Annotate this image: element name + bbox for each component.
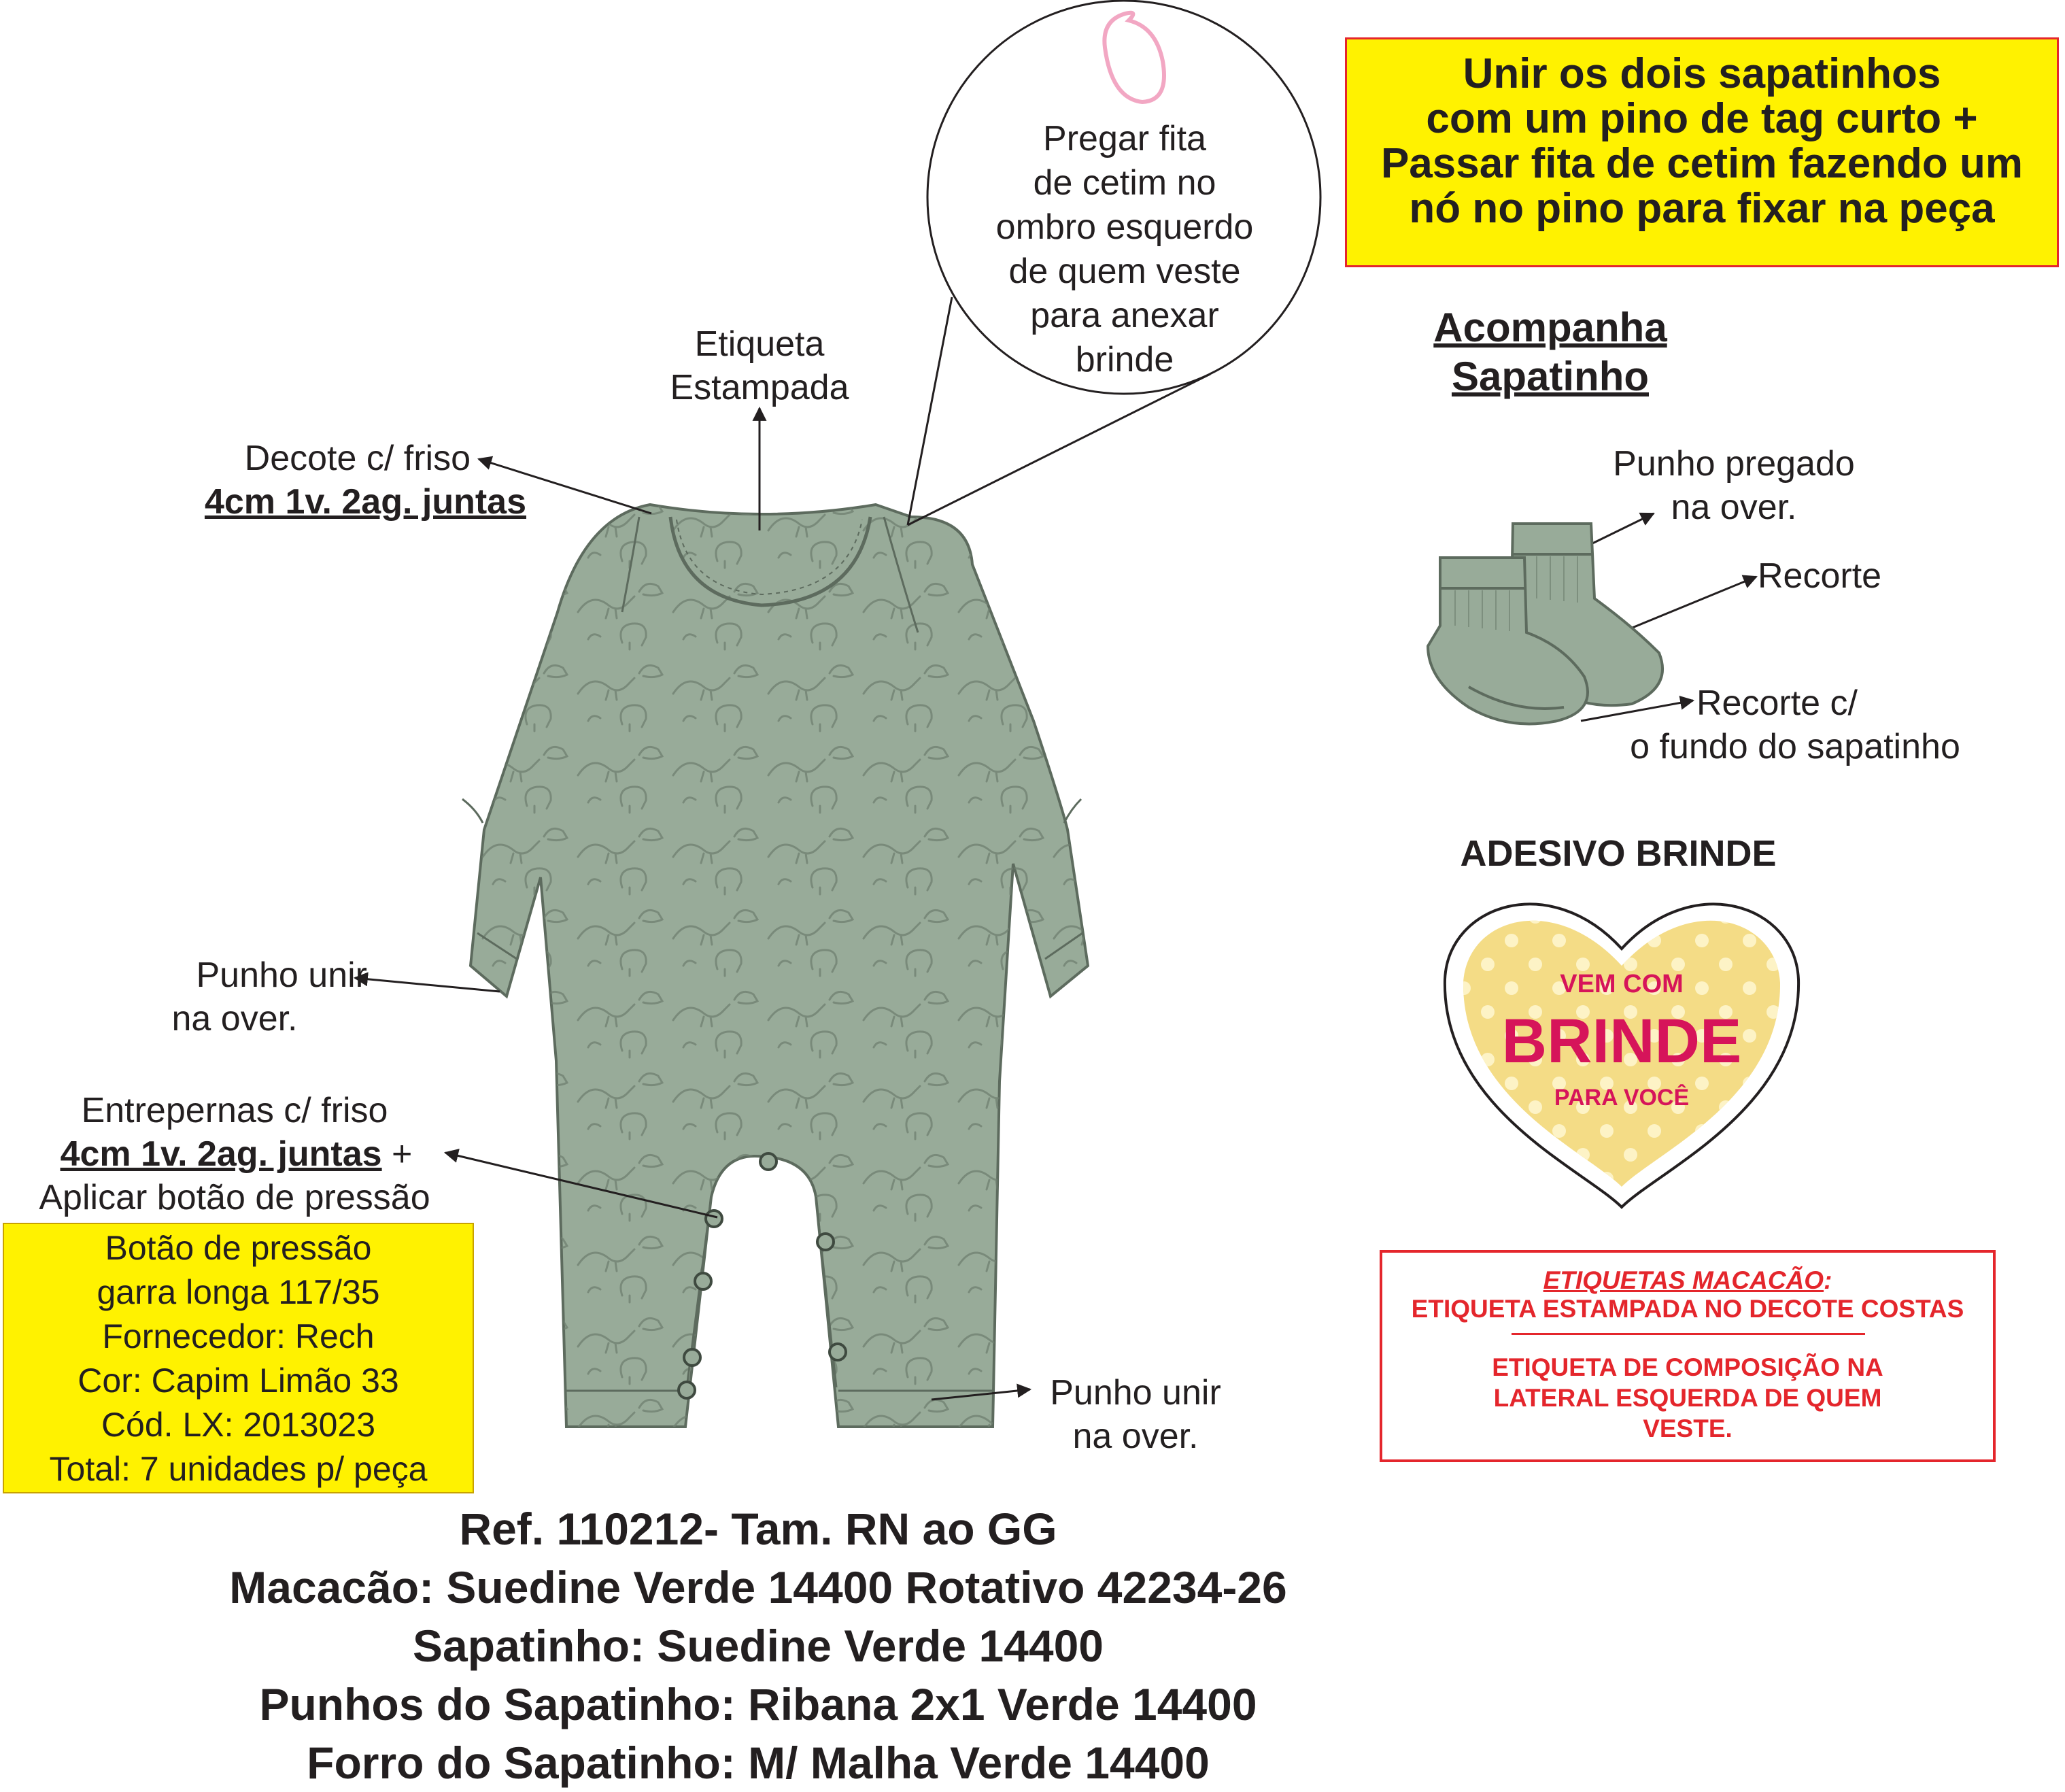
- labels-line1: ETIQUETA ESTAMPADA NO DECOTE COSTAS: [1411, 1295, 1964, 1323]
- onesie-drawing: [462, 505, 1088, 1427]
- crotch-line2-plus: +: [381, 1134, 413, 1174]
- labels-line2-row: VESTE.: [1643, 1415, 1733, 1442]
- brinde-sticker: [1445, 904, 1798, 1207]
- bootie-cuff-note: [1577, 442, 1890, 529]
- bootie-sole-line: Recorte c/: [1696, 683, 1858, 723]
- notice-line: nó no pino para fixar na peça: [1409, 185, 1995, 232]
- snap-spec-line: Cód. LX: 2013023: [101, 1406, 376, 1444]
- sleeve-cuff-line: na over.: [171, 999, 298, 1038]
- ribbon-line: para anexar: [1030, 296, 1219, 335]
- labels-divider: [1512, 1333, 1865, 1335]
- neckline-line1: Decote c/ friso: [244, 439, 471, 478]
- labels-line2: [1382, 1352, 1993, 1444]
- sticker-title: ADESIVO BRINDE: [1460, 833, 1777, 874]
- footer-line: Forro do Sapatinho: M/ Malha Verde 14400: [307, 1738, 1210, 1788]
- snap-spec-line: Cor: Capim Limão 33: [78, 1362, 399, 1400]
- ribbon-line: de quem veste: [1008, 252, 1241, 291]
- snap-button-spec: [3, 1223, 474, 1493]
- snap-spec-line: Total: 7 unidades p/ peça: [49, 1450, 428, 1488]
- footer-line: Sapatinho: Suedine Verde 14400: [412, 1621, 1104, 1671]
- label-tag-line: Etiqueta: [694, 324, 825, 364]
- notice-line: com um pino de tag curto +: [1426, 95, 1978, 142]
- labels-line2-row: LATERAL ESQUERDA DE QUEM: [1493, 1384, 1882, 1412]
- crotch-line2: [0, 1132, 469, 1176]
- sticker-line1: VEM COM: [1560, 970, 1684, 998]
- sleeve-cuff-line: Punho unir: [196, 956, 367, 995]
- crotch-callout: [0, 1089, 469, 1219]
- ribbon-line: brinde: [1075, 340, 1174, 379]
- accessory-title-line1: Acompanha: [1433, 305, 1667, 350]
- sticker-line2: BRINDE: [1501, 1007, 1742, 1076]
- labels-line2-row: ETIQUETA DE COMPOSIÇÃO NA: [1492, 1353, 1883, 1381]
- labels-heading-text: ETIQUETAS MACACÃO: [1543, 1266, 1824, 1294]
- leg-cuff-callout: [1020, 1371, 1251, 1458]
- crotch-line3: Aplicar botão de pressão: [39, 1178, 430, 1217]
- bootie-sole-line: o fundo do sapatinho: [1630, 727, 1960, 766]
- shoe-attachment-notice: [1345, 37, 2059, 267]
- ribbon-callout-text: [955, 117, 1295, 382]
- snap-spec-line: Fornecedor: Rech: [102, 1317, 375, 1355]
- labels-heading: [1382, 1266, 1993, 1295]
- leg-cuff-line: Punho unir: [1050, 1373, 1221, 1413]
- accessory-heading: [1407, 303, 1693, 401]
- garment-labels-box: [1380, 1250, 1996, 1462]
- product-spec-footer: [0, 1500, 1516, 1792]
- crotch-line2-spec: 4cm 1v. 2ag. juntas: [60, 1134, 382, 1174]
- notice-line: Passar fita de cetim fazendo um: [1380, 140, 2024, 187]
- crotch-line1: Entrepernas c/ friso: [81, 1091, 388, 1130]
- label-tag-line: Estampada: [670, 368, 849, 407]
- snap-spec-line: Botão de pressão: [105, 1229, 372, 1267]
- neckline-line2: 4cm 1v. 2ag. juntas: [204, 482, 526, 522]
- sleeve-cuff-callout: [136, 953, 367, 1041]
- label-tag-callout: [637, 322, 882, 409]
- footer-line: Punhos do Sapatinho: Ribana 2x1 Verde 14400: [259, 1679, 1257, 1729]
- bootie-cut-note: Recorte: [1758, 556, 1882, 596]
- neckline-callout: [150, 437, 530, 524]
- accessory-title-line2: Sapatinho: [1451, 354, 1649, 399]
- ribbon-line: Pregar fita: [1043, 119, 1206, 158]
- bootie-cuff-line: Punho pregado: [1613, 444, 1855, 484]
- footer-line: Macacão: Suedine Verde 14400 Rotativo 42234-26: [229, 1562, 1287, 1612]
- ribbon-line: ombro esquerdo: [995, 207, 1254, 247]
- labels-heading-colon: :: [1824, 1266, 1832, 1294]
- leg-cuff-line: na over.: [1072, 1417, 1199, 1456]
- snap-spec-line: garra longa 117/35: [97, 1273, 380, 1311]
- bootie-sole-note: [1591, 681, 1999, 768]
- bootie-cuff-line: na over.: [1671, 488, 1797, 527]
- ribbon-line: de cetim no: [1033, 163, 1216, 203]
- notice-line: Unir os dois sapatinhos: [1463, 50, 1941, 97]
- footer-line: Ref. 110212- Tam. RN ao GG: [459, 1504, 1057, 1554]
- sticker-line3: PARA VOCÊ: [1554, 1085, 1690, 1111]
